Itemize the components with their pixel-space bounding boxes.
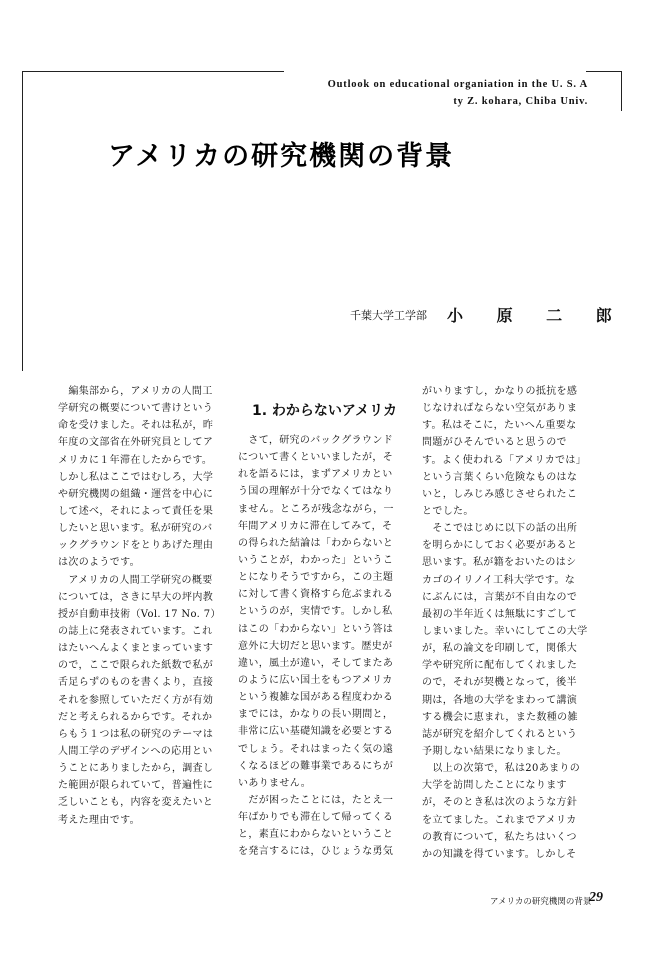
text-line: はこの「わからない」という答は	[238, 623, 394, 635]
text-line: そこではじめに以下の話の出所	[422, 523, 578, 535]
text-line: それを参照していただく方が有効	[58, 694, 214, 706]
text-line: の誌上に発表されています。これ	[58, 625, 213, 637]
text-line: 考えた理由です。	[58, 814, 140, 826]
text-line: 誌が研究を紹介してくれるという	[422, 728, 578, 740]
text-line: はたいへんよくまとまっています	[58, 643, 214, 655]
text-line: を発言するには，ひじょうな勇気	[238, 846, 394, 858]
text-line: しまいました。幸いにしてこの大学	[422, 625, 588, 637]
text-line: 舌足らずのものを書くより，直接	[58, 677, 214, 689]
text-line: と，素直にわからないということ	[238, 829, 394, 841]
text-line: いと，しみじみ感じさせられたこ	[422, 488, 578, 500]
text-line: が，そのとき私は次のような方針	[422, 797, 578, 809]
text-line: は次のようです。	[58, 557, 140, 569]
text-line: らもう１つは私の研究のテーマは	[58, 728, 214, 740]
text-line: を明らかにしておく必要があると	[422, 540, 578, 552]
text-line: 年度の文部省在外研究員としてア	[58, 437, 214, 449]
text-line: す。私はそこに，たいへん重要な	[422, 420, 577, 432]
text-line: 年間アメリカに滞在してみて，そ	[238, 520, 393, 532]
text-line: メリカに１年滞在したからです。	[58, 454, 213, 466]
text-line: して述べ，それによって責任を果	[58, 505, 214, 517]
text-line: について書くといいましたが，そ	[238, 452, 394, 464]
text-column-2	[238, 432, 410, 861]
text-line: とになりそうですから，この主題	[238, 572, 394, 584]
text-line: う国の理解が十分でなくてはなり	[238, 486, 394, 498]
author-affiliation: 千葉大学工学部	[350, 309, 427, 322]
text-line: の得られた結論は「わからないと	[238, 537, 394, 549]
text-line: のように広い国土をもつアメリカ	[238, 674, 393, 686]
text-line: 乏しいことも，内容を変えたいと	[58, 797, 214, 809]
text-line: にぶんには，言葉が不自由なので	[422, 591, 578, 603]
text-line: ので，それが契機となって，後半	[422, 677, 577, 689]
text-line: 命を受けました。それは私が，昨	[58, 420, 214, 432]
header-frame-top-right	[586, 71, 622, 72]
article-title: アメリカの研究機関の背景	[108, 141, 455, 172]
text-line: ので，ここで限られた紙数で私が	[58, 660, 214, 672]
text-line: 期は，各地の大学をまわって講演	[422, 694, 578, 706]
text-line: 人間工学のデザインへの応用とい	[58, 745, 213, 757]
text-line: しかし私はここではむしろ，大学	[58, 471, 214, 483]
text-line: 予期しない結果になりました。	[422, 745, 567, 757]
text-line: でしょう。それはまったく気の遠	[238, 743, 394, 755]
text-line: す。よく使われる「アメリカでは」	[422, 454, 587, 466]
text-line: という言葉くらい危険なものはな	[422, 471, 578, 483]
author-name: 小 原 二 郎	[447, 306, 626, 325]
text-line: だが困ったことには，たとえ一	[238, 794, 394, 806]
text-line: を立てました。これまでアメリカ	[422, 814, 577, 826]
text-line: 最初の半年近くは無駄にすごして	[422, 608, 578, 620]
text-line: アメリカの人間工学研究の概要	[58, 574, 213, 586]
text-line: 意外に大切だと思います。歴史が	[238, 640, 393, 652]
text-line: 以上の次第で，私は20あまりの	[422, 763, 581, 775]
text-line: れを語るには，まずアメリカとい	[238, 469, 393, 481]
text-line: という複雑な国がある程度わかる	[238, 692, 394, 704]
text-line: する機会に恵まれ，また数種の雑	[422, 711, 578, 723]
text-line: 編集部から，アメリカの人間工	[58, 386, 213, 397]
text-line: かの知識を得ています。しかしそ	[422, 848, 577, 860]
text-line: 非常に広い基礎知識を必要とする	[238, 726, 394, 738]
text-line: カゴのイリノイ工科大学です。な	[422, 574, 576, 586]
text-line: の教育について，私たちはいくつ	[422, 831, 577, 843]
text-column-1	[58, 383, 230, 829]
text-line: というのが，実情です。しかし私	[238, 606, 393, 618]
text-line: がいりますし，かなりの抵抗を感	[422, 386, 578, 397]
text-line: いうことが，わかった」というこ	[238, 554, 394, 566]
footer-running-title: アメリカの研究機関の背景	[490, 897, 592, 907]
text-line: さて，研究のバックグラウンド	[238, 435, 394, 446]
text-line: 大学を訪問したことになります	[422, 780, 567, 792]
text-line: 思います。私が籍をおいたのはシ	[422, 557, 577, 569]
text-column-3	[422, 383, 597, 863]
text-line: 学研究の概要について書けという	[58, 403, 214, 415]
text-line: 学や研究所に配布してくれました	[422, 660, 578, 672]
text-line: 問題がひそんでいると思うので	[422, 437, 567, 449]
text-line: に対して書く資格すら危ぶまれる	[238, 589, 394, 601]
text-line: したいと思います。私が研究のバ	[58, 523, 213, 535]
text-line: 年ばかりでも滞在して帰ってくる	[238, 812, 394, 824]
text-line: とでした。	[422, 505, 474, 517]
text-line: までには，かなりの長い期間と，	[238, 709, 394, 721]
english-title-line2: ty Z. kohara, Chiba Univ.	[453, 96, 588, 107]
text-line: じなければならない空気がありま	[422, 403, 578, 415]
text-line: た範囲が限られていて，普遍性に	[58, 780, 214, 792]
text-line: いありません。	[238, 777, 312, 789]
text-line: だと考えられるからです。それか	[58, 711, 213, 723]
page-number: 29	[589, 890, 603, 905]
text-line: が，私の論文を印刷して，関係大	[422, 643, 578, 655]
header-frame-right	[621, 71, 622, 111]
text-line: 授が自動車技術（Vol. 17 No. 7）	[58, 608, 221, 620]
text-line: うことにありましたから，調査し	[58, 763, 214, 775]
text-line: くなるほどの難事業であるにちが	[238, 760, 394, 772]
text-line: ックグラウンドをとりあげた理由	[58, 540, 214, 552]
english-title-line1: Outlook on educational organiation in the U. S. A	[327, 79, 588, 90]
text-line: ません。ところが残念ながら，一	[238, 503, 394, 515]
text-line: や研究機関の組織・運営を中心に	[58, 488, 214, 500]
section-heading: 1. わからないアメリカ	[252, 403, 397, 419]
header-frame-top-left	[22, 71, 284, 72]
text-line: については，さきに早大の坪内教	[58, 591, 214, 603]
text-line: 違い，風土が違い，そしてまたあ	[238, 657, 394, 669]
header-frame-left	[22, 71, 23, 371]
